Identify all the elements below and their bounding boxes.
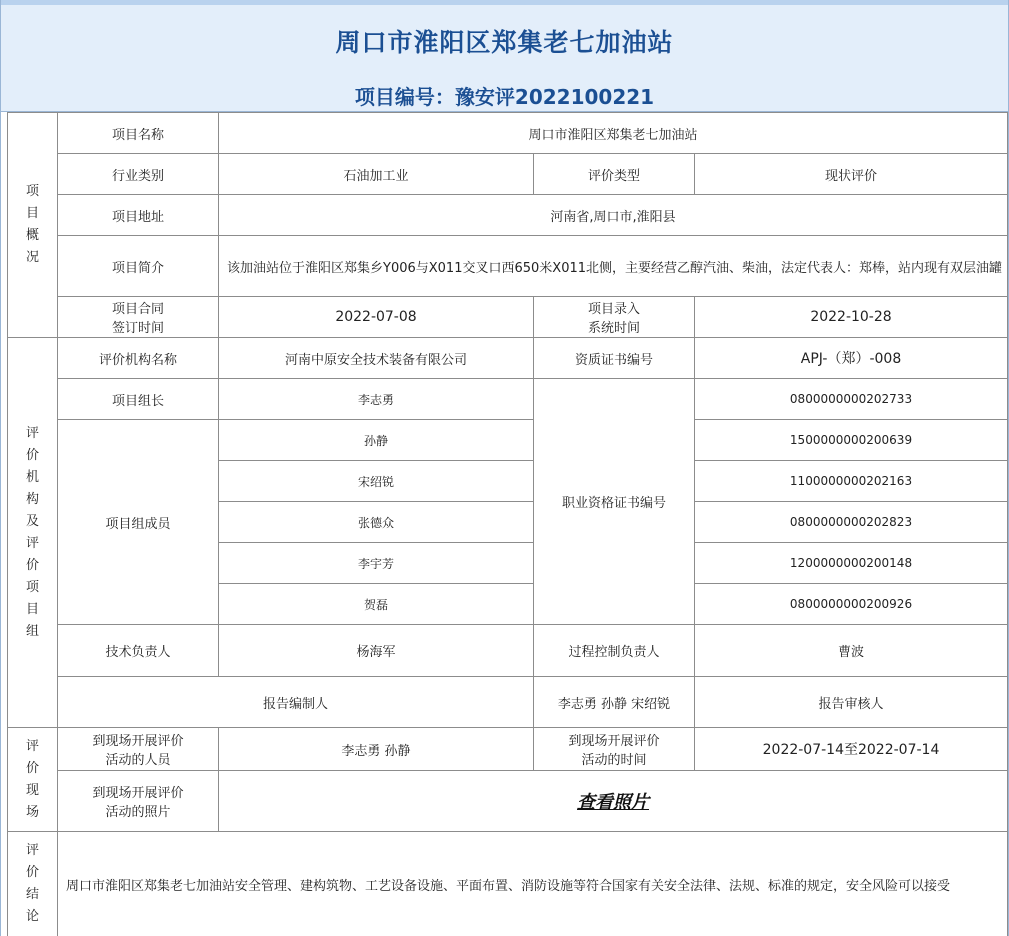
address-label: 项目地址 bbox=[58, 195, 219, 236]
site-people-value: 李志勇 孙静 bbox=[219, 728, 534, 771]
info-table bbox=[7, 112, 1008, 936]
org-section-label: 评 价 机 构 及 评 价 项 目 组 bbox=[8, 338, 58, 728]
industry-value: 石油加工业 bbox=[219, 154, 534, 195]
project-name-value: 周口市淮阳区郑集老七加油站 bbox=[219, 113, 1008, 154]
site-photo-cell bbox=[219, 771, 1008, 832]
member-cert: 1500000000200639 bbox=[695, 420, 1008, 461]
member-name: 宋绍锐 bbox=[219, 461, 534, 502]
report-reviewer-label: 报告审核人 bbox=[695, 677, 1008, 728]
site-time-value: 2022-07-14至2022-07-14 bbox=[695, 728, 1008, 771]
cert-label: 资质证书编号 bbox=[534, 338, 695, 379]
member-cert: 0800000000202823 bbox=[695, 502, 1008, 543]
address-value: 河南省,周口市,淮阳县 bbox=[219, 195, 1008, 236]
entry-time-label: 项目录入 系统时间 bbox=[534, 297, 695, 338]
intro-label: 项目简介 bbox=[58, 236, 219, 297]
site-time-label: 到现场开展评价 活动的时间 bbox=[534, 728, 695, 771]
leader-cert: 0800000000202733 bbox=[695, 379, 1008, 420]
view-photos-link[interactable]: 查看照片 bbox=[577, 792, 649, 813]
site-section-label: 评 价 现 场 bbox=[8, 728, 58, 832]
entry-time-value: 2022-10-28 bbox=[695, 297, 1008, 338]
member-cert: 0800000000200926 bbox=[695, 584, 1008, 625]
industry-label: 行业类别 bbox=[58, 154, 219, 195]
page-header bbox=[1, 0, 1008, 112]
project-name-label: 项目名称 bbox=[58, 113, 219, 154]
member-name: 李宇芳 bbox=[219, 543, 534, 584]
member-name: 贺磊 bbox=[219, 584, 534, 625]
leader-label: 项目组长 bbox=[58, 379, 219, 420]
qual-cert-label: 职业资格证书编号 bbox=[534, 379, 695, 625]
contract-time-label: 项目合同 签订时间 bbox=[58, 297, 219, 338]
conclusion-text: 周口市淮阳区郑集老七加油站安全管理、建构筑物、工艺设备设施、平面布置、消防设施等符合国家有关安全法律、法规、标准的规定，安全风险可以接受 bbox=[58, 832, 1008, 936]
member-cert: 1200000000200148 bbox=[695, 543, 1008, 584]
member-cert: 1100000000202163 bbox=[695, 461, 1008, 502]
eval-type-label: 评价类型 bbox=[534, 154, 695, 195]
report-author-label: 报告编制人 bbox=[58, 677, 534, 728]
members-label: 项目组成员 bbox=[58, 420, 219, 625]
page-title: 周口市淮阳区郑集老七加油站 bbox=[335, 28, 674, 57]
agency-label: 评价机构名称 bbox=[58, 338, 219, 379]
tech-lead-value: 杨海军 bbox=[219, 625, 534, 677]
member-name: 孙静 bbox=[219, 420, 534, 461]
project-number: 项目编号：豫安评2022100221 bbox=[354, 85, 655, 109]
cert-value: APJ-（郑）-008 bbox=[695, 338, 1008, 379]
report-author-value: 李志勇 孙静 宋绍锐 bbox=[534, 677, 695, 728]
process-lead-label: 过程控制负责人 bbox=[534, 625, 695, 677]
eval-type-value: 现状评价 bbox=[695, 154, 1008, 195]
conclusion-section-label: 评 价 结 论 bbox=[8, 832, 58, 936]
leader-name: 李志勇 bbox=[219, 379, 534, 420]
site-people-label: 到现场开展评价 活动的人员 bbox=[58, 728, 219, 771]
member-name: 张德众 bbox=[219, 502, 534, 543]
agency-value: 河南中原安全技术装备有限公司 bbox=[219, 338, 534, 379]
contract-time-value: 2022-07-08 bbox=[219, 297, 534, 338]
process-lead-value: 曹波 bbox=[695, 625, 1008, 677]
tech-lead-label: 技术负责人 bbox=[58, 625, 219, 677]
site-photo-label: 到现场开展评价 活动的照片 bbox=[58, 771, 219, 832]
overview-section-label: 项 目 概 况 bbox=[8, 113, 58, 338]
intro-value: 该加油站位于淮阳区郑集乡Y006与X011交叉口西650米X011北侧，主要经营乙醇汽油、柴油，法定代表人：郑棒，站内现有双层油罐 bbox=[219, 236, 1008, 297]
